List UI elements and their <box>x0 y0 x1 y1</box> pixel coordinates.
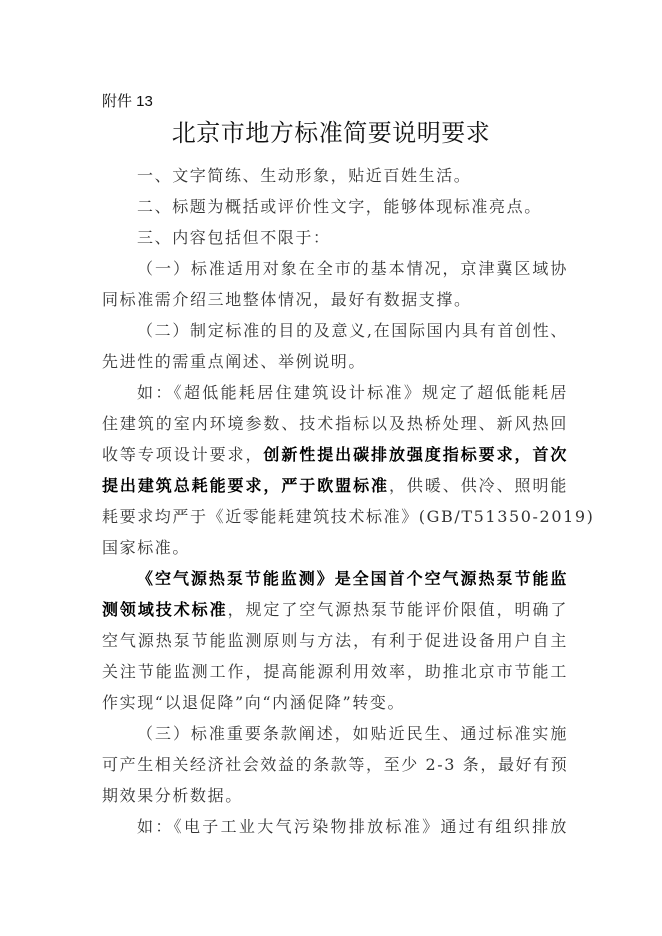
text-segment: 如：《电子工业大气污染物排放标准》通过有组织排放 <box>137 817 568 836</box>
text-segment: ，规定了空气源热泵节能评价限值，明确了 <box>227 600 569 619</box>
text-line <box>102 594 568 625</box>
text-segment: 关注节能监测工作，提高能源利用效率，助推北京市节能工 <box>102 662 568 681</box>
text-segment: 收等专项设计要求， <box>102 445 264 464</box>
text-segment: 三、内容包括但不限于： <box>137 228 331 247</box>
text-segment: 同标准需介绍三地整体情况，最好有数据支撑。 <box>102 290 472 309</box>
text-line <box>102 408 568 439</box>
text-segment: 国家标准。 <box>102 538 191 557</box>
bold-text: 测领域技术标准 <box>102 600 228 619</box>
text-segment: 先进性的需重点阐述、举例说明。 <box>102 352 367 371</box>
text-line <box>102 253 568 284</box>
text-line <box>102 811 568 842</box>
text-segment: （二）制定标准的目的及意义,在国际国内具有首创性、 <box>137 321 568 340</box>
text-segment: 期效果分析数据。 <box>102 786 243 805</box>
bold-text: 《空气源热泵节能监测》是全国首个空气源热泵节能监 <box>137 569 568 588</box>
bold-text: 创新性提出碳排放强度指标要求，首次 <box>263 445 568 464</box>
text-segment: 可产生相关经济社会效益的条款等，至少 2-3 条，最好有预 <box>102 755 569 774</box>
text-line <box>102 656 568 687</box>
text-line <box>102 501 595 532</box>
text-segment: 二、标题为概括或评价性文字，能够体现标准亮点。 <box>137 197 542 216</box>
text-line <box>102 315 568 346</box>
text-segment: （一）标准适用对象在全市的基本情况，京津冀区域协 <box>137 259 568 278</box>
text-segment: （三）标准重要条款阐述，如贴近民生、通过标准实施 <box>137 724 568 743</box>
text-line <box>102 625 568 656</box>
text-line <box>102 470 568 501</box>
text-line <box>102 718 568 749</box>
text-segment: 一、文字简练、生动形象，贴近百姓生活。 <box>137 166 472 185</box>
text-line <box>102 377 568 408</box>
document-title: 北京市地方标准简要说明要求 <box>171 120 491 147</box>
text-line <box>102 532 568 563</box>
bold-text: 提出建筑总耗能要求，严于欧盟标准 <box>102 476 389 495</box>
text-line <box>102 160 568 191</box>
text-segment: 空气源热泵节能监测原则与方法，有利于促进设备用户自主 <box>102 631 568 650</box>
document-body <box>102 160 595 842</box>
text-line <box>102 222 568 253</box>
text-segment: 作实现“以退促降”向“内涵促降”转变。 <box>102 693 406 712</box>
text-line <box>102 780 568 811</box>
text-line <box>102 687 568 718</box>
attachment-label: 附件 13 <box>102 93 153 110</box>
text-line <box>102 191 568 222</box>
text-segment: 住建筑的室内环境参数、技术指标以及热桥处理、新风热回 <box>102 414 568 433</box>
text-line <box>102 439 568 470</box>
text-line <box>102 346 568 377</box>
text-line <box>102 284 568 315</box>
text-segment: 如：《超低能耗居住建筑设计标准》规定了超低能耗居 <box>137 383 568 402</box>
text-line <box>102 563 568 594</box>
text-segment: ，供暖、供冷、照明能 <box>388 476 568 495</box>
text-line <box>102 749 568 780</box>
text-segment: 耗要求均严于《近零能耗建筑技术标准》(GB/T51350-2019) <box>102 507 595 526</box>
